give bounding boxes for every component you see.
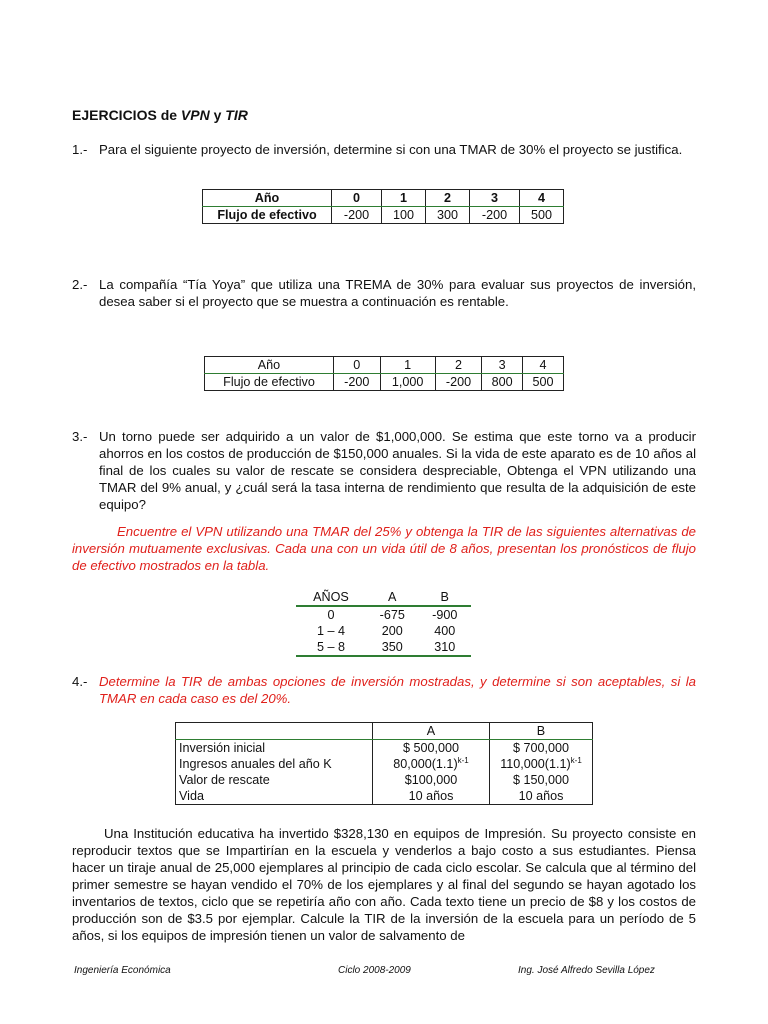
table-row [176,756,593,772]
table-cell: 400 [434,624,456,638]
table-cell: -675 [379,608,405,622]
table-cell: $ 700,000 [512,741,570,755]
table-cell [490,756,593,772]
table-cell: 5 – 8 [296,639,366,656]
table-cell: -200 [334,374,381,391]
table-cell: -200 [469,207,519,224]
table-row [296,606,471,623]
formula-base: 80,000(1.1) [393,757,458,771]
table-cell: B [419,589,472,606]
exercise-2-number: 2.- [72,277,88,292]
table-cell: Valor de rescate [176,772,373,788]
table-cell: 4 [520,190,564,207]
exercise-1-text: Para el siguiente proyecto de inversión, determine si con una TMAR de 30% el proyecto se justifica. [99,142,683,157]
table-cell: 1 [382,190,426,207]
table-cell: 200 [381,624,403,638]
exercise-4-text: Determine la TIR de ambas opciones de inversión mostradas, y determine si son aceptables, si la TMAR en cada caso es del 20%. [99,674,696,706]
table-cell: 1,000 [380,374,435,391]
table-row [296,623,471,639]
footer-author: Ing. José Alfredo Sevilla López [518,965,655,976]
table-row [176,772,593,788]
exercise-3-red-text: Encuentre el VPN utilizando una TMAR del 25% y obtenga la TIR de las siguientes alternativas de inversión mutuamente exclusivas. Cada una con un vida útil de 8 años, presentan los pronósticos de flujo de efectivo mostrados en la tabla. [72,524,696,573]
table-cell: 0 [334,357,381,374]
table-cell: 3 [469,190,519,207]
table-cell: Año [205,357,334,374]
table-cell: B [490,723,593,740]
table-cell: 0 [327,608,335,622]
table-cell [176,723,373,740]
table-cell: AÑOS [296,589,366,606]
table-cell: $ 150,000 [512,773,570,787]
table-cell [373,756,490,772]
table-row [176,723,593,740]
title-prefix: EJERCICIOS de [72,107,181,123]
table-row [205,357,564,374]
page-title [72,107,248,123]
exercise-4-table [175,722,593,805]
table-cell: 310 [419,639,472,656]
table-cell: 2 [435,357,482,374]
table-cell: 350 [366,639,419,656]
table-cell: -900 [432,608,458,622]
exercise-2-text: La compañía “Tía Yoya” que utiliza una TREMA de 30% para evaluar sus proyectos de inversión, desea saber si el proyecto que se muestra a continuación es rentable. [99,277,696,309]
table-row [176,740,593,757]
table-cell: 800 [482,374,523,391]
table-cell: Año [203,190,332,207]
table-cell: 1 [380,357,435,374]
formula-exponent: k-1 [570,755,582,765]
table-cell: 500 [531,208,553,222]
table-row [296,589,471,606]
table-cell: 10 años [373,788,490,805]
exercise-3-number: 3.- [72,429,88,444]
table-cell: Inversión inicial [176,740,373,757]
table-cell: 10 años [518,789,564,803]
exercise-3-table [296,589,471,657]
table-cell: 1 – 4 [316,624,345,638]
exercise-2-table [204,356,564,391]
exercise-3-text: Un torno puede ser adquirido a un valor de $1,000,000. Se estima que este torno va a producir ahorros en los costos de producción de $150,000 anuales. Si la vida de este aparato es de 10 años al final de los cuales su valor de rescate se considera despreciable, Obtenga el VPN utilizando una TMAR del 9% anual, y ¿cuál será la tasa interna de rendimiento que resulta de la adquisición de este equipo? [99,429,696,512]
title-vpn: VPN [180,107,210,123]
table-cell: Flujo de efectivo [205,374,334,391]
footer-course: Ingeniería Económica [74,965,171,976]
table-row [205,374,564,391]
table-cell: A [373,723,490,740]
exercise-1-number: 1.- [72,142,88,157]
table-cell: 300 [426,207,470,224]
table-row [203,190,564,207]
title-connector: y [209,107,226,123]
exercise-5-text: Una Institución educativa ha invertido $328,130 en equipos de Impresión. Su proyecto consiste en reproducir textos que se Impartirían en la escuela y venderlos a bajo costo a sus estudiantes. Piensa hacer un tiraje anual de 25,000 ejemplares al principio de cada ciclo escolar. Se calcula que al término del primer semestre se hayan vendido el 70% de los ejemplares y al final del segundo se hayan agotado los inventarios de textos, ciclo que se repetiría año con año. Cada texto tiene un precio de $8 y los costos de producción son de $3.5 por ejemplar. Calcule la TIR de la inversión de la escuela para un período de 5 años, si los equipos de impresión tienen un valor de salvamento de [72,826,696,943]
title-tir: TIR [225,107,248,123]
table-row [203,207,564,224]
table-cell: A [366,589,419,606]
table-cell: 3 [482,357,523,374]
exercise-1-table [202,189,564,224]
exercise-4-number: 4.- [72,674,88,689]
footer-cycle: Ciclo 2008-2009 [338,965,411,976]
table-cell: -200 [435,374,482,391]
table-row [176,788,593,805]
table-cell: 0 [332,190,382,207]
table-cell: $ 500,000 [373,740,490,757]
formula-base: 110,000(1.1) [500,757,571,771]
table-cell: 100 [382,207,426,224]
table-cell: 4 [523,357,564,374]
table-cell: Ingresos anuales del año K [176,756,373,772]
table-cell: Vida [176,788,373,805]
table-cell: $100,000 [373,772,490,788]
table-cell: 2 [426,190,470,207]
table-cell: 500 [532,375,554,389]
table-row [296,639,471,656]
table-cell: -200 [332,207,382,224]
table-cell: Flujo de efectivo [203,207,332,224]
formula-exponent: k-1 [457,755,469,765]
